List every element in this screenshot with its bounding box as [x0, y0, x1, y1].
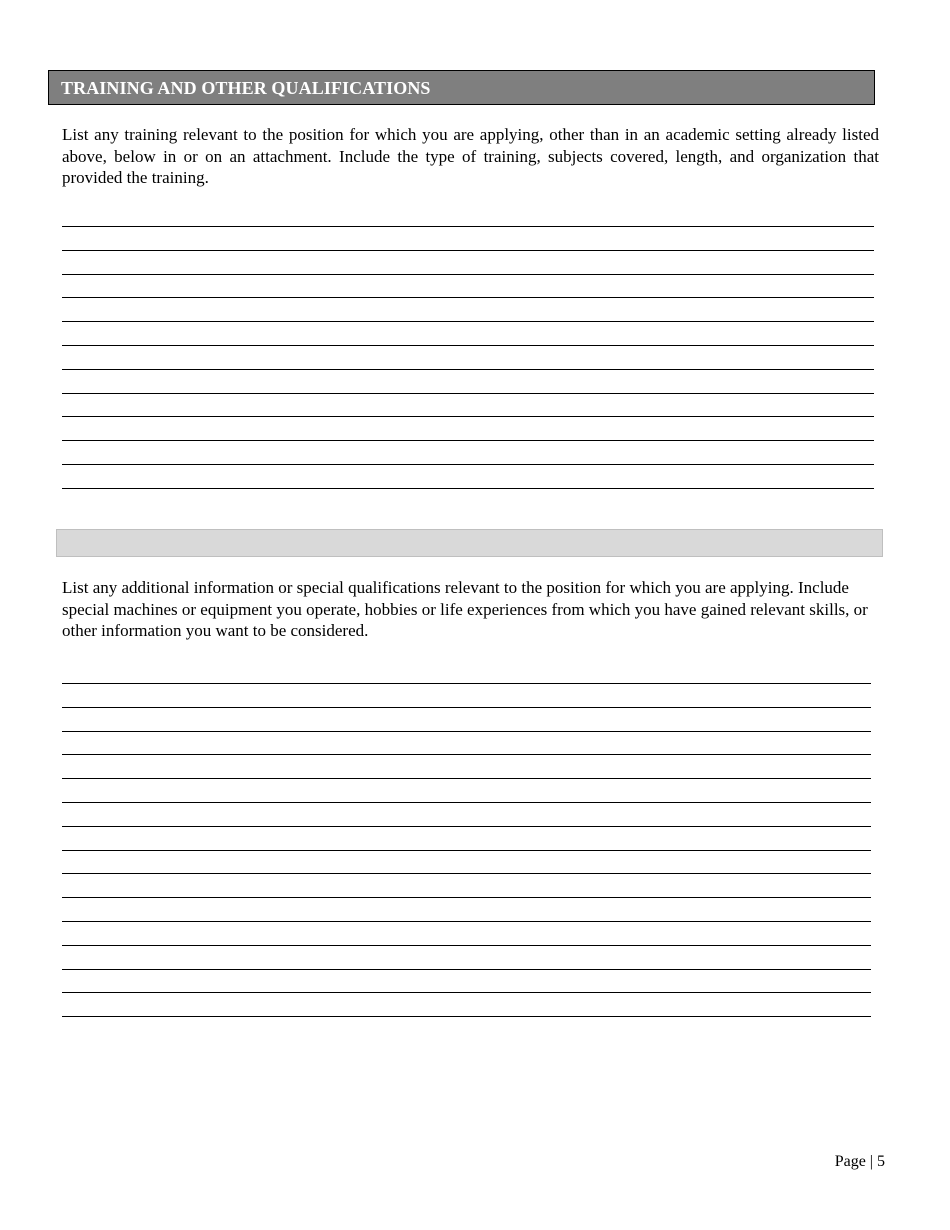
answer-line[interactable]	[62, 393, 874, 394]
page-number: Page | 5	[834, 1153, 885, 1170]
answer-line[interactable]	[62, 778, 871, 779]
answer-line[interactable]	[62, 321, 874, 322]
answer-line[interactable]	[62, 440, 874, 441]
answer-line[interactable]	[62, 731, 871, 732]
answer-line[interactable]	[62, 488, 874, 489]
answer-line[interactable]	[62, 802, 871, 803]
answer-line[interactable]	[62, 369, 874, 370]
answer-line[interactable]	[62, 683, 871, 684]
answer-line[interactable]	[62, 345, 874, 346]
answer-line[interactable]	[62, 416, 874, 417]
answer-line[interactable]	[62, 992, 871, 993]
section-header-training	[48, 70, 875, 105]
answer-line[interactable]	[62, 297, 874, 298]
answer-line[interactable]	[62, 826, 871, 827]
section-title-training: TRAINING AND OTHER QUALIFICATIONS	[61, 78, 431, 98]
training-answer-lines[interactable]	[62, 226, 874, 512]
training-instructions: List any training relevant to the position for which you are applying, other than in an academic setting already listed above, below in or on an attachment. Include the type of training, subjects covered, length, and organization that provided the training.	[62, 125, 879, 187]
answer-line[interactable]	[62, 464, 874, 465]
section-header-additional	[56, 529, 883, 557]
answer-line[interactable]	[62, 897, 871, 898]
answer-line[interactable]	[62, 226, 874, 227]
answer-line[interactable]	[62, 945, 871, 946]
answer-line[interactable]	[62, 274, 874, 275]
answer-line[interactable]	[62, 250, 874, 251]
answer-line[interactable]	[62, 969, 871, 970]
answer-line[interactable]	[62, 873, 871, 874]
additional-instructions: List any additional information or special qualifications relevant to the position for which you are applying. Include special machines or equipment you operate, hobbies or life experiences from which you have gained relevant skills, or other information you want to be considered.	[62, 578, 868, 640]
answer-line[interactable]	[62, 850, 871, 851]
answer-line[interactable]	[62, 1016, 871, 1017]
answer-line[interactable]	[62, 921, 871, 922]
answer-line[interactable]	[62, 707, 871, 708]
answer-line[interactable]	[62, 754, 871, 755]
additional-answer-lines[interactable]	[62, 683, 871, 1040]
